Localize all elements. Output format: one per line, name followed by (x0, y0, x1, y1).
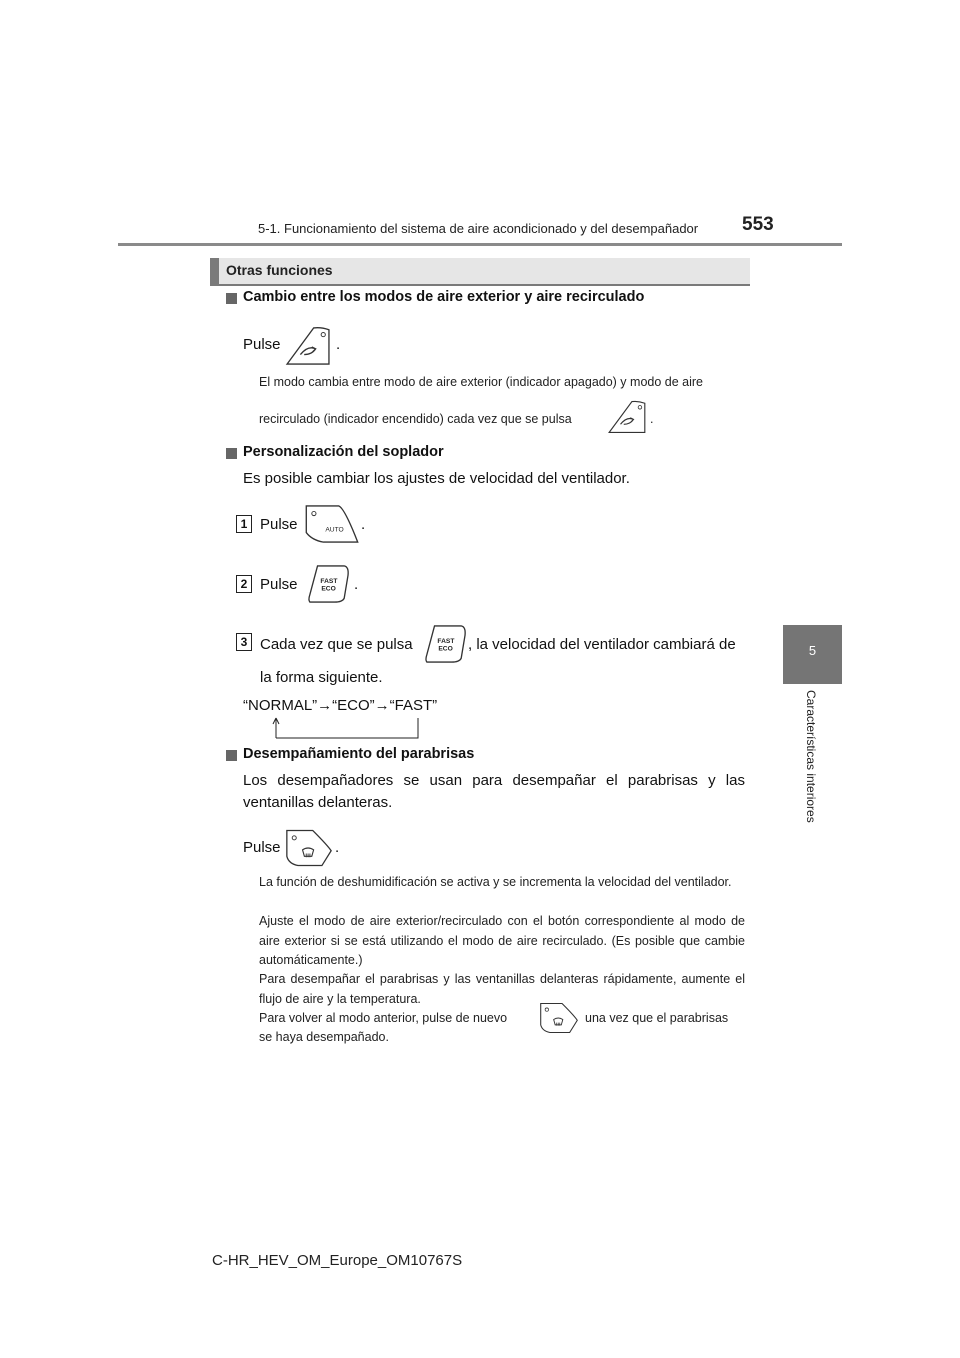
defog-note4-c: se haya desempañado. (259, 1030, 389, 1044)
defog-note1: La función de deshumidificación se activa y se incrementa la velocidad del ventilador. (259, 875, 732, 889)
step2-text: Pulse (260, 576, 298, 593)
fast-eco-button-icon (422, 624, 468, 664)
recirculation-button-icon (605, 400, 649, 434)
bullet-square (226, 750, 237, 761)
windshield-defog-button-icon (537, 1002, 581, 1034)
step2-period: . (354, 576, 359, 593)
step3-text-c: la forma siguiente. (260, 669, 383, 686)
document-id: C-HR_HEV_OM_Europe_OM10767S (212, 1252, 463, 1269)
chapter-title: Características interiores (804, 690, 818, 823)
recirc-note-line2: recirculado (indicador encendido) cada vez que se pulsa (259, 412, 572, 426)
cycle-return-arrow (268, 714, 422, 740)
bullet-square (226, 293, 237, 304)
blower-intro: Es posible cambiar los ajustes de velocidad del ventilador. (243, 470, 630, 487)
bullet-square (226, 448, 237, 459)
defog-pulse-text: Pulse (243, 839, 281, 856)
recirc-note-end: . (650, 412, 654, 426)
defog-heading: Desempañamiento del parabrisas (243, 746, 475, 762)
speed-cycle: “NORMAL”→“ECO”→“FAST” (243, 697, 438, 714)
section-title: Otras funciones (226, 262, 333, 278)
chapter-number: 5 (808, 643, 817, 658)
recirc-note-line1: El modo cambia entre modo de aire exterior (indicador apagado) y modo de aire (259, 375, 703, 389)
step1-text: Pulse (260, 516, 298, 533)
defog-intro-line1: Los desempañadores se usan para desempañar el parabrisas y las (243, 772, 745, 789)
blower-heading: Personalización del soplador (243, 444, 444, 460)
defog-note3: Para desempañar el parabrisas y las ventanillas delanteras rápidamente, aumente el flujo de aire y la temperatura. (259, 972, 745, 1006)
header-section-title: 5-1. Funcionamiento del sistema de aire acondicionado y del desempañador (258, 221, 699, 236)
windshield-defog-button-icon (285, 828, 333, 868)
recirculation-button-icon (283, 326, 333, 366)
recirc-heading: Cambio entre los modos de aire exterior y aire recirculado (243, 289, 645, 305)
defog-note4-b: una vez que el parabrisas (585, 1011, 729, 1025)
fast-eco-button-icon (305, 564, 351, 604)
section-title-accent (210, 258, 219, 284)
step-number-3: 3 (236, 633, 252, 651)
defog-note2: Ajuste el modo de aire exterior/recirculado con el botón correspondiente al modo de aire exterior si se está utilizando el modo de aire recirculado. (Es posible que cambie automáticamente.) (259, 914, 745, 967)
step3-text-a: Cada vez que se pulsa (260, 636, 413, 653)
recirc-period: . (336, 336, 341, 353)
step-number-2: 2 (236, 575, 252, 593)
step-number-1: 1 (236, 515, 252, 533)
recirc-pulse-text: Pulse (243, 336, 281, 353)
step1-period: . (361, 516, 366, 533)
step3-text-b: , la velocidad del ventilador cambiará de (468, 636, 736, 653)
page-number: 553 (742, 214, 774, 235)
defog-intro-line2: ventanillas delanteras. (243, 794, 393, 811)
auto-button-icon (304, 504, 360, 544)
defog-note4-a: Para volver al modo anterior, pulse de nuevo (259, 1011, 508, 1025)
defog-period: . (335, 839, 340, 856)
header-divider (118, 243, 842, 246)
